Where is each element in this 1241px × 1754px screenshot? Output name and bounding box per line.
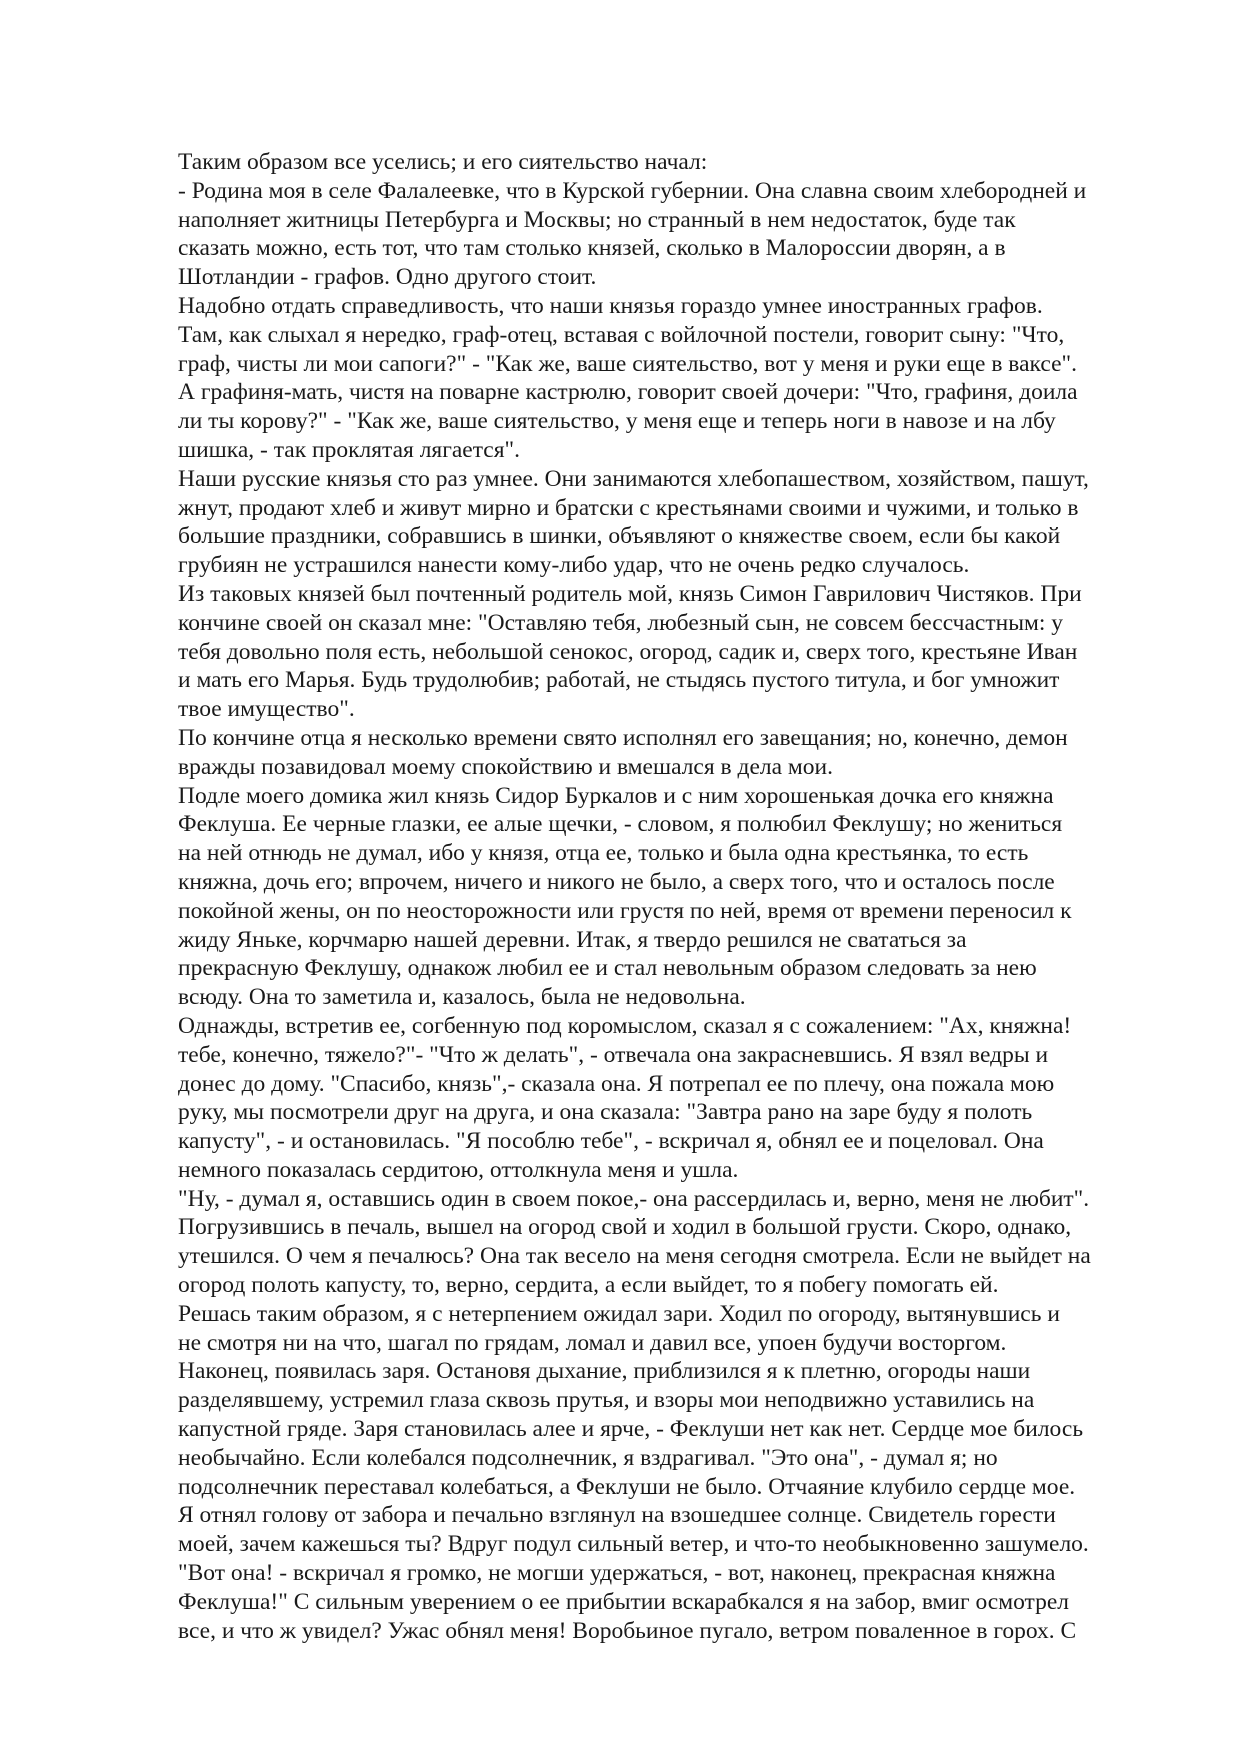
text-line: не смотря ни на что, шагал по грядам, ломал и давил все, упоен будучи восторгом. (178, 1329, 1007, 1356)
text-line: и мать его Марья. Будь трудолюбив; работай, не стыдясь пустого титула, и бог умножит (178, 667, 1060, 694)
text-line: - Родина моя в селе Фалалеевке, что в Курской губернии. Она славна своим хлебородней и (178, 177, 1087, 204)
document-body-text (178, 148, 1178, 1645)
text-line: твое имущество". (178, 696, 355, 723)
text-line: ли ты корову?" - "Как же, ваше сиятельство, у меня еще и теперь ноги в навозе и на лбу (178, 408, 1056, 435)
text-line: жнут, продают хлеб и живут мирно и братски с крестьянами своими и чужими, и только в (178, 494, 1079, 521)
text-line: руку, мы посмотрели друг на друга, и она сказала: "Завтра рано на заре буду я полоть (178, 1099, 1033, 1126)
text-line: княжна, дочь его; впрочем, ничего и никого не было, а сверх того, что и осталось после (178, 868, 1055, 895)
text-line: наполняет житницы Петербурга и Москвы; но странный в нем недостаток, буде так (178, 206, 1016, 233)
text-line: вражды позавидовал моему спокойствию и вмешался в дела мои. (178, 753, 834, 780)
text-line: разделявшему, устремил глаза сквозь прутья, и взоры мои неподвижно уставились на (178, 1387, 1035, 1414)
text-line: Из таковых князей был почтенный родитель мой, князь Симон Гаврилович Чистяков. При (178, 580, 1082, 607)
text-line: сказать можно, есть тот, что там столько князей, сколько в Малороссии дворян, а в (178, 235, 1006, 262)
text-line: тебя довольно поля есть, небольшой сенокос, огород, садик и, сверх того, крестьяне Иван (178, 638, 1078, 665)
text-line: подсолнечник переставал колебаться, а Феклуши не было. Отчаяние клубило сердце мое. (178, 1473, 1076, 1500)
text-line: Шотландии - графов. Одно другого стоит. (178, 264, 597, 291)
text-line: необычайно. Если колебался подсолнечник, я вздрагивал. "Это она", - думал я; но (178, 1444, 998, 1471)
text-line: огород полоть капусту, то, верно, сердита, а если выйдет, то я побегу помогать ей. (178, 1272, 999, 1299)
text-line: большие праздники, собравшись в шинки, объявляют о княжестве своем, если бы какой (178, 523, 1061, 550)
text-line: Я отнял голову от забора и печально взглянул на взошедшее солнце. Свидетель горести (178, 1502, 1056, 1529)
text-line: Таким образом все уселись; и его сиятельство начал: (178, 149, 708, 175)
text-line: кончине своей он сказал мне: "Оставляю тебя, любезный сын, не совсем бессчастным: у (178, 609, 1064, 636)
text-line: Однажды, встретив ее, согбенную под коромыслом, сказал я с сожалением: "Ах, княжна! (178, 1012, 1072, 1039)
text-line: на ней отнюдь не думал, ибо у князя, отца ее, только и была одна крестьянка, то есть (178, 840, 1029, 867)
text-line: Решась таким образом, я с нетерпением ожидал зари. Ходил по огороду, вытянувшись и (178, 1300, 1060, 1327)
text-line: А графиня-мать, чистя на поварне кастрюлю, говорит своей дочери: "Что, графиня, доила (178, 379, 1078, 406)
text-line: капустной гряде. Заря становилась алее и ярче, - Феклуши нет как нет. Сердце мое билось (178, 1416, 1084, 1443)
text-line: Наши русские князья сто раз умнее. Они занимаются хлебопашеством, хозяйством, пашут, (178, 465, 1089, 492)
text-line: все, и что ж увидел? Ужас обнял меня! Воробьиное пугало, ветром поваленное в горох. С (178, 1617, 1077, 1644)
text-line: капусту", - и остановилась. "Я пособлю тебе", - вскричал я, обнял ее и поцеловал. Она (178, 1128, 1044, 1155)
text-line: Погрузившись в печаль, вышел на огород свой и ходил в большой грусти. Скоро, однако, (178, 1214, 1072, 1241)
text-line: шишка, - так проклятая лягается". (178, 436, 520, 463)
text-line: Феклуша!" С сильным уверением о ее прибытии вскарабкался я на забор, вмиг осмотрел (178, 1588, 1070, 1615)
text-line: грубиян не устрашился нанести кому-либо удар, что не очень редко случалось. (178, 552, 970, 579)
text-line: "Ну, - думал я, оставшись один в своем покое,- она рассердилась и, верно, меня не любит". (178, 1185, 1090, 1212)
text-line: Наконец, появилась заря. Остановя дыхание, приблизился я к плетню, огороды наши (178, 1358, 1031, 1385)
text-line: утешился. О чем я печалюсь? Она так весело на меня сегодня смотрела. Если не выйдет на (178, 1243, 1091, 1270)
text-line: Там, как слыхал я нередко, граф-отец, вставая с войлочной постели, говорит сыну: "Что, (178, 321, 1065, 348)
text-line: донес до дому. "Спасибо, князь",- сказала она. Я потрепал ее по плечу, она пожала мою (178, 1070, 1055, 1097)
text-line: Феклуша. Ее черные глазки, ее алые щечки, - словом, я полюбил Феклушу; но жениться (178, 811, 1063, 838)
text-line: Подле моего домика жил князь Сидор Буркалов и с ним хорошенькая дочка его княжна (178, 782, 1054, 809)
text-line: прекрасную Феклушу, однакож любил ее и стал невольным образом следовать за нею (178, 955, 1037, 982)
text-line: моей, зачем кажешься ты? Вдруг подул сильный ветер, и что-то необыкновенно зашумело. (178, 1531, 1089, 1558)
text-line: немного показалась сердитою, оттолкнула меня и ушла. (178, 1156, 739, 1183)
text-line: По кончине отца я несколько времени свято исполнял его завещания; но, конечно, демон (178, 724, 1068, 751)
text-line: покойной жены, он по неосторожности или грустя по ней, время от времени переносил к (178, 897, 1072, 924)
text-line: жиду Яньке, корчмарю нашей деревни. Итак, я твердо решился не свататься за (178, 926, 967, 953)
text-line: тебе, конечно, тяжело?"- "Что ж делать", - отвечала она закрасневшись. Я взял ведры и (178, 1041, 1049, 1068)
text-line: граф, чисты ли мои сапоги?" - "Как же, ваше сиятельство, вот у меня и руки еще в ваксе". (178, 350, 1077, 377)
text-line: "Вот она! - вскричал я громко, не могши удержаться, - вот, наконец, прекрасная княжна (178, 1560, 1056, 1587)
text-line: всюду. Она то заметила и, казалось, была не недовольна. (178, 984, 746, 1011)
text-line: Надобно отдать справедливость, что наши князья гораздо умнее иностранных графов. (178, 292, 1043, 319)
